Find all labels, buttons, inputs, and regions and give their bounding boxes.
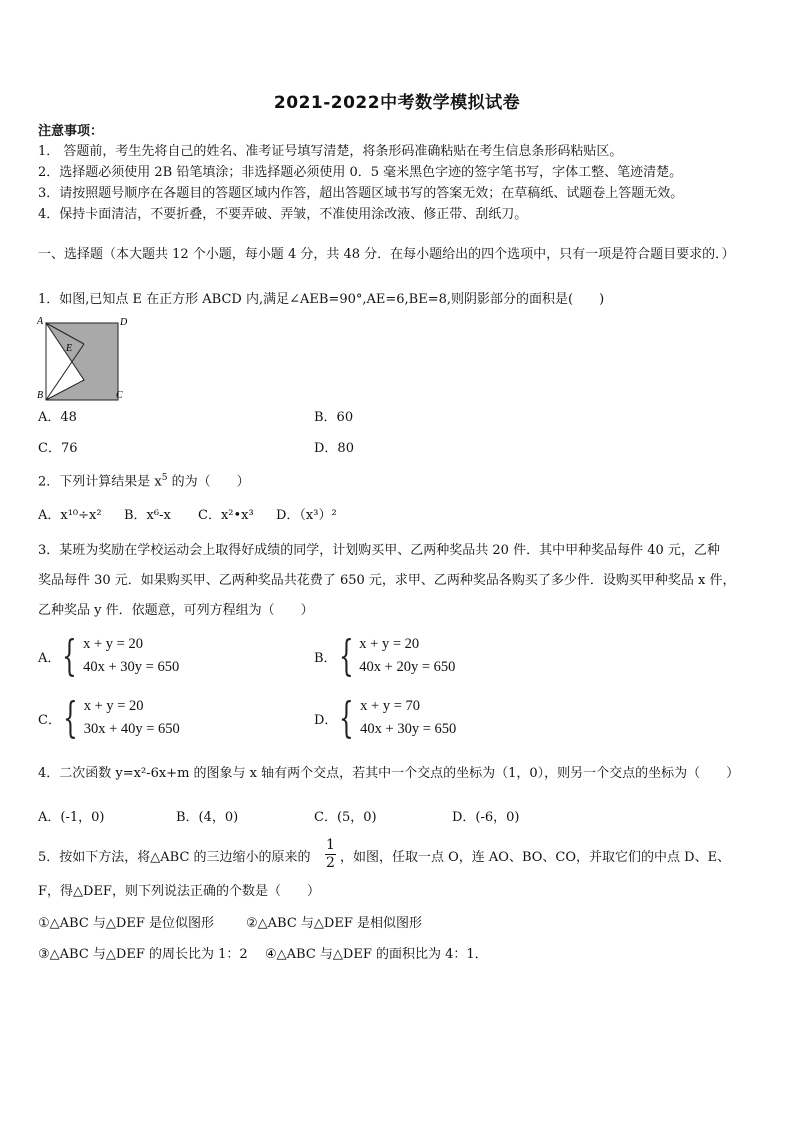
page-title: 2021-2022中考数学模拟试卷 [273, 93, 521, 113]
q2-stem-post: 的为（ ） [167, 474, 250, 490]
option-label: C． [38, 712, 61, 728]
brace-icon: { [338, 631, 354, 680]
q2-stem-exponent: 5 [161, 473, 168, 483]
option-label: A． [38, 650, 61, 666]
q1-option-a[interactable]: A．48 [38, 410, 77, 425]
brace-icon: { [62, 693, 78, 742]
equation-1: x + y = 20 [359, 636, 420, 652]
equation-2: 40x + 30y = 650 [360, 721, 457, 737]
note-item: 2．选择题必须使用 2B 铅笔填涂；非选择题必须使用 0．5 毫米黑色字迹的签字笔书写，字体工整、笔迹清楚。 [38, 165, 683, 180]
equation-1: x + y = 20 [83, 636, 143, 652]
q1-option-b[interactable]: B．60 [314, 410, 354, 425]
label-b: B [37, 390, 44, 401]
q2-option-d[interactable]: D．（x³）² [276, 508, 337, 523]
brace-icon: { [339, 693, 355, 742]
fraction-denominator: 2 [326, 855, 335, 871]
q2-option-a[interactable]: A．x¹⁰÷x² [38, 508, 102, 523]
brace-icon: { [62, 631, 78, 680]
question-5-line-1-pre: 5．按如下方法，将△ABC 的三边缩小的原来的 [38, 850, 311, 865]
question-3-line: 3．某班为奖励在学校运动会上取得好成绩的同学，计划购买甲、乙两种奖品共 20 件．其中甲种奖品每件 40 元，乙种 [38, 543, 720, 558]
equation-1: x + y = 20 [83, 698, 144, 714]
q4-option-c[interactable]: C．(5，0) [314, 810, 377, 825]
q3-option-b[interactable] [314, 633, 455, 679]
q5-statement-4: ④△ABC 与△DEF 的面积比为 4：1． [265, 947, 488, 962]
q4-option-a[interactable]: A．(-1，0) [38, 810, 105, 825]
question-5-line-1-post: ，如图，任取一点 O，连 AO、BO、CO，并取它们的中点 D、E、 [340, 850, 731, 865]
question-5-line-2: F，得△DEF，则下列说法正确的个数是（ ） [38, 884, 320, 899]
note-item: 4．保持卡面清洁，不要折叠，不要弄破、弄皱，不准使用涂改液、修正带、刮纸刀。 [38, 207, 528, 222]
label-e: E [66, 343, 73, 354]
q1-option-d[interactable]: D．80 [314, 441, 354, 456]
question-4-stem: 4．二次函数 y=x²-6x+m 的图象与 x 轴有两个交点，若其中一个交点的坐标为（1，0），则另一个交点的坐标为（ ） [38, 766, 740, 781]
note-item: 3．请按照题号顺序在各题目的答题区域内作答，超出答题区域书写的答案无效；在草稿纸、试题卷上答题无效。 [38, 186, 684, 201]
q5-statement-3: ③△ABC 与△DEF 的周长比为 1：2 [38, 947, 248, 962]
q5-statement-2: ②△ABC 与△DEF 是相似图形 [246, 916, 422, 931]
option-label: D． [314, 712, 338, 728]
q3-option-c[interactable] [38, 695, 180, 741]
question-3-line: 乙种奖品 y 件．依题意，可列方程组为（ ） [38, 603, 314, 618]
equation-2: 40x + 20y = 650 [359, 659, 456, 675]
question-2-stem [38, 468, 250, 492]
question-1-figure [36, 314, 136, 402]
q3-option-a[interactable] [38, 633, 179, 679]
equation-2: 30x + 40y = 650 [83, 721, 180, 737]
q2-stem-pre: 2．下列计算结果是 x [38, 474, 162, 490]
q1-option-c[interactable]: C．76 [38, 441, 78, 456]
section-heading: 一、选择题（本大题共 12 个小题，每小题 4 分，共 48 分．在每小题给出的四个选项中，只有一项是符合题目要求的．） [38, 247, 735, 262]
q5-statement-1: ①△ABC 与△DEF 是位似图形 [38, 916, 214, 931]
label-c: C [116, 390, 123, 401]
notes-heading: 注意事项： [38, 124, 104, 139]
shaded-region [46, 323, 118, 400]
question-3-line: 奖品每件 30 元．如果购买甲、乙两种奖品共花费了 650 元，求甲、乙两种奖品各购买了多少件．设购买甲种奖品 x 件， [38, 573, 736, 588]
equation-1: x + y = 70 [360, 698, 421, 714]
fraction-numerator: 1 [326, 837, 335, 853]
equation-2: 40x + 30y = 650 [83, 659, 180, 675]
q3-option-d[interactable] [314, 695, 456, 741]
fraction-one-half [325, 838, 336, 871]
question-1-stem: 1．如图,已知点 E 在正方形 ABCD 内,满足∠AEB=90°,AE=6,BE=8,则阴影部分的面积是( ) [38, 292, 605, 307]
q2-option-b[interactable]: B．x⁶-x [124, 508, 171, 523]
option-label: B． [314, 650, 337, 666]
q2-option-c[interactable]: C．x²•x³ [198, 508, 254, 523]
note-item: 1． 答题前，考生先将自己的姓名、准考证号填写清楚，将条形码准确粘贴在考生信息条形码粘贴区。 [38, 144, 623, 159]
q4-option-b[interactable]: B．(4，0) [176, 810, 239, 825]
label-a: A [37, 316, 44, 327]
q4-option-d[interactable]: D．(-6，0) [452, 810, 520, 825]
label-d: D [120, 317, 128, 328]
